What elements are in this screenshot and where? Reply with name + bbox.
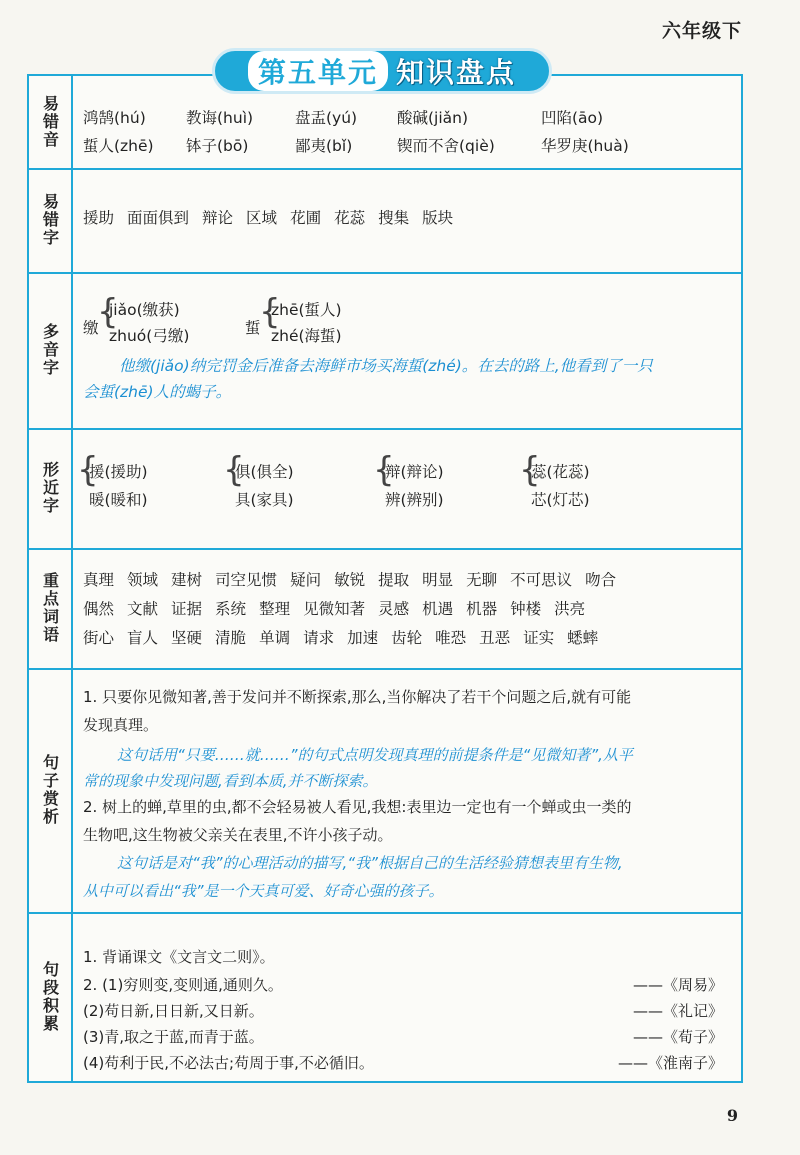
section-zhongdian xyxy=(29,548,741,670)
section-juzi xyxy=(29,668,741,914)
word-8: 版块 xyxy=(422,209,454,227)
brace-icon: { xyxy=(373,450,395,490)
section-label: 多音字 xyxy=(29,272,73,428)
word-10: 华罗庚(huà) xyxy=(541,137,629,155)
brace-icon: { xyxy=(259,292,281,332)
similar-char-4a: 蕊(花蕊) xyxy=(531,463,590,481)
quote-source: ——《淮南子》 xyxy=(617,1054,723,1072)
word: 证实 xyxy=(523,629,555,647)
word-3: 辩论 xyxy=(202,209,234,227)
reading-2a: zhē(蜇人) xyxy=(271,301,342,319)
brace-icon: { xyxy=(223,450,245,490)
word: 疑问 xyxy=(290,571,322,589)
word: 提取 xyxy=(378,571,410,589)
note-1-line2: 常的现象中发现问题,看到本质,并不断探索。 xyxy=(83,772,378,790)
word: 洪亮 xyxy=(554,600,586,618)
word: 请求 xyxy=(303,629,335,647)
word: 蟋蟀 xyxy=(567,629,599,647)
word: 不可思议 xyxy=(510,571,573,589)
word: 偶然 xyxy=(83,600,115,618)
polyphone-char-2: 蜇 xyxy=(245,319,261,337)
sentence-1-line2: 发现真理。 xyxy=(83,716,159,734)
word-7: 搜集 xyxy=(378,209,410,227)
polyphone-char-1: 缴 xyxy=(83,319,99,337)
reading-2b: zhé(海蜇) xyxy=(271,327,342,345)
similar-char-2a: 俱(俱全) xyxy=(235,463,294,481)
section-duoyinzi xyxy=(29,272,741,430)
example-sentence-line2: 会蜇(zhē)人的蝎子。 xyxy=(83,383,232,401)
word: 机器 xyxy=(466,600,498,618)
word-1: 鸿鹄(hú) xyxy=(83,109,146,127)
quote-line-4 xyxy=(83,1052,733,1073)
word: 系统 xyxy=(215,600,247,618)
quote-text: 2. (1)穷则变,变则通,通则久。 xyxy=(83,976,283,994)
note-1-line1: 这句话用“只要……就……”的句式点明发现真理的前提条件是“见微知著”,从平 xyxy=(117,746,633,764)
word-9: 锲而不舍(qiè) xyxy=(397,137,495,155)
word: 吻合 xyxy=(585,571,617,589)
similar-char-3a: 辩(辩论) xyxy=(385,463,444,481)
word-row-3 xyxy=(83,626,598,648)
word: 钟楼 xyxy=(510,600,542,618)
word: 机遇 xyxy=(422,600,454,618)
word: 真理 xyxy=(83,571,115,589)
section-yicuozi xyxy=(29,168,741,274)
quote-text: (4)苟利于民,不必法古;苟周于事,不必循旧。 xyxy=(83,1054,374,1072)
word: 文献 xyxy=(127,600,159,618)
section-label: 易错字 xyxy=(29,168,73,272)
word: 盲人 xyxy=(127,629,159,647)
word-3: 盘盂(yú) xyxy=(295,109,358,127)
page-number: 9 xyxy=(726,1106,738,1125)
word-row-1 xyxy=(83,568,616,590)
word-7: 钵子(bō) xyxy=(186,137,249,155)
word: 领域 xyxy=(127,571,159,589)
word: 建树 xyxy=(171,571,203,589)
similar-char-1a: 援(援助) xyxy=(89,463,148,481)
section-xingjinzi xyxy=(29,428,741,550)
unit-subtitle: 知识盘点 xyxy=(396,56,517,89)
grade-label: 六年级下 xyxy=(661,20,742,42)
word-4: 酸碱(jiǎn) xyxy=(397,109,469,127)
quote-source: ——《周易》 xyxy=(632,976,723,994)
note-2-line2: 从中可以看出“我”是一个天真可爱、好奇心强的孩子。 xyxy=(83,882,444,900)
quote-source: ——《礼记》 xyxy=(632,1002,723,1020)
word: 敏锐 xyxy=(334,571,366,589)
word-1: 援助 xyxy=(83,209,115,227)
word: 无聊 xyxy=(466,571,498,589)
word: 明显 xyxy=(422,571,454,589)
word-8: 鄙夷(bǐ) xyxy=(295,137,353,155)
word-4: 区域 xyxy=(246,209,278,227)
word-2: 教诲(huì) xyxy=(186,109,254,127)
section-juduan xyxy=(29,912,741,1081)
word: 司空见惯 xyxy=(215,571,278,589)
word: 丑恶 xyxy=(479,629,511,647)
word: 证据 xyxy=(171,600,203,618)
brace-icon: { xyxy=(97,292,119,332)
brace-icon: { xyxy=(77,450,99,490)
section-label: 重点词语 xyxy=(29,548,73,668)
unit-title-banner xyxy=(212,48,552,94)
word-5: 凹陷(āo) xyxy=(541,109,604,127)
reading-1a: jiǎo(缴获) xyxy=(109,301,180,319)
sentence-2-line1: 2. 树上的蝉,草里的虫,都不会轻易被人看见,我想:表里边一定也有一个蝉或虫一类的 xyxy=(83,798,632,816)
word: 街心 xyxy=(83,629,115,647)
example-sentence-line1: 他缴(jiǎo)纳完罚金后准备去海鲜市场买海蜇(zhé)。在去的路上,他看到了一只 xyxy=(119,357,653,375)
accumulation-item-1: 1. 背诵课文《文言文二则》。 xyxy=(83,948,275,966)
word: 坚硬 xyxy=(171,629,203,647)
similar-char-2b: 具(家具) xyxy=(235,491,294,509)
section-label: 句段积累 xyxy=(29,912,73,1081)
quote-line-1 xyxy=(83,974,733,995)
similar-char-1b: 暖(暖和) xyxy=(89,491,148,509)
quote-line-2 xyxy=(83,1000,733,1021)
word: 清脆 xyxy=(215,629,247,647)
section-label: 易错音 xyxy=(29,76,73,168)
sentence-2-line2: 生物吧,这生物被父亲关在表里,不许小孩子动。 xyxy=(83,826,393,844)
word: 灵感 xyxy=(378,600,410,618)
quote-source: ——《荀子》 xyxy=(632,1028,723,1046)
unit-number: 第五单元 xyxy=(248,51,388,91)
similar-char-4b: 芯(灯芯) xyxy=(531,491,590,509)
word-5: 花圃 xyxy=(290,209,322,227)
word: 加速 xyxy=(347,629,379,647)
quote-text: (3)青,取之于蓝,而青于蓝。 xyxy=(83,1028,264,1046)
brace-icon: { xyxy=(519,450,541,490)
word: 单调 xyxy=(259,629,291,647)
word: 齿轮 xyxy=(391,629,423,647)
quote-line-3 xyxy=(83,1026,733,1047)
word: 整理 xyxy=(259,600,291,618)
note-2-line1: 这句话是对“我”的心理活动的描写,“我”根据自己的生活经验猜想表里有生物, xyxy=(117,854,623,872)
word-2: 面面俱到 xyxy=(127,209,190,227)
word-6: 蜇人(zhē) xyxy=(83,137,154,155)
quote-text: (2)苟日新,日日新,又日新。 xyxy=(83,1002,264,1020)
section-label: 句子赏析 xyxy=(29,668,73,912)
sentence-1-line1: 1. 只要你见微知著,善于发问并不断探索,那么,当你解决了若干个问题之后,就有可能 xyxy=(83,688,632,706)
word: 见微知著 xyxy=(303,600,366,618)
word-6: 花蕊 xyxy=(334,209,366,227)
word: 唯恐 xyxy=(435,629,467,647)
word-row-2 xyxy=(83,597,585,619)
similar-char-3b: 辨(辨别) xyxy=(385,491,444,509)
reading-1b: zhuó(弓缴) xyxy=(109,327,190,345)
knowledge-table xyxy=(27,74,743,1083)
section-label: 形近字 xyxy=(29,428,73,548)
